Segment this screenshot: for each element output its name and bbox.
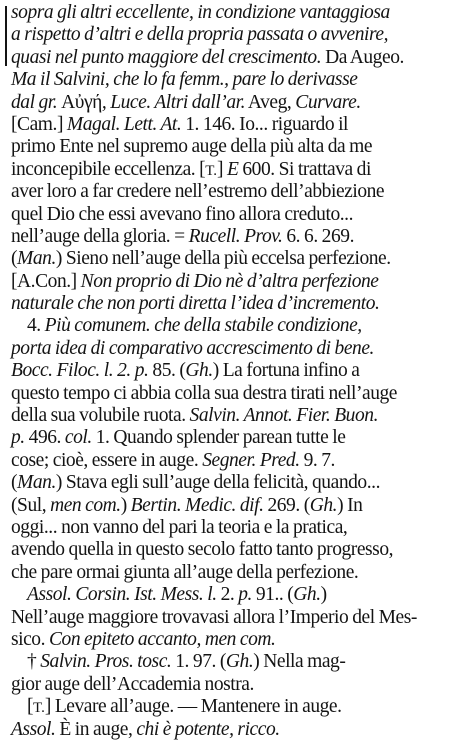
text-segment: 1. Quando splender parean tutte le <box>91 427 346 449</box>
text-line <box>11 539 471 561</box>
text-segment: 2. <box>216 584 239 606</box>
text-segment: 1. 97. ( <box>171 651 226 673</box>
italic-text-segment: Curvare. <box>295 91 361 113</box>
text-line <box>11 24 471 46</box>
italic-text-segment: Bertin. Medic. dif. <box>130 494 264 516</box>
italic-text-segment: Segner. Pred. <box>202 449 300 471</box>
text-line <box>11 562 471 584</box>
italic-text-segment: Rucell. Prov. <box>188 225 283 247</box>
italic-text-segment: a rispetto d’altri e della propria passata o avvenire, <box>11 24 389 46</box>
italic-text-segment: p. <box>11 427 25 449</box>
text-segment: 91.. ( <box>251 584 294 606</box>
text-segment: (Sul, <box>11 494 51 516</box>
text-line <box>11 517 471 539</box>
text-segment: 269. ( <box>263 494 310 516</box>
text-line <box>11 226 471 248</box>
text-segment: [A.Con.] <box>11 270 81 292</box>
text-line <box>11 360 471 382</box>
text-line <box>11 204 471 226</box>
text-line <box>11 338 471 360</box>
text-segment: Αὐγή <box>61 91 102 113</box>
text-segment: 600. Si trattava di <box>238 158 371 180</box>
text-line <box>11 472 471 494</box>
italic-text-segment: Non proprio di Dio nè d’altra perfezione <box>80 270 379 292</box>
text-segment: ) <box>120 494 131 516</box>
italic-text-segment: Gh. <box>309 494 338 516</box>
text-line <box>11 651 471 673</box>
text-line <box>11 495 471 517</box>
text-line <box>11 607 471 629</box>
italic-text-segment: Magal. Lett. At. <box>66 113 182 135</box>
text-segment: ( <box>11 248 18 270</box>
italic-text-segment: porta idea di comparativo accrescimento di bene. <box>11 337 374 359</box>
text-segment: 496. <box>24 427 65 449</box>
text-segment: Da Augeo. <box>321 46 404 68</box>
italic-text-segment: quasi nel punto maggiore del crescimento. <box>11 46 322 68</box>
italic-text-segment: Con epiteto accanto, men com. <box>48 628 276 650</box>
text-segment: [Cam.] <box>11 113 67 135</box>
text-segment: È in auge, <box>55 718 137 740</box>
text-segment: ] Levare all’auge. — Mantenere in auge. <box>44 696 342 718</box>
text-segment: quel Dio che essi avevano fino allora creduto... <box>11 203 354 225</box>
text-line <box>11 136 471 158</box>
text-line <box>11 2 471 24</box>
italic-text-segment: Bocc. Filoc. l. 2. p. <box>11 360 149 382</box>
text-segment: ( <box>11 472 18 494</box>
text-line <box>11 47 471 69</box>
text-segment: ) Stava egli sull’auge della felicità, quando... <box>55 472 380 494</box>
text-segment: Aveg, <box>245 91 296 113</box>
margin-rule <box>5 6 7 66</box>
italic-text-segment: Ma il Salvini, che lo fa femm., pare lo derivasse <box>11 69 358 91</box>
italic-text-segment: naturale che non porti diretta l’idea d’incremento. <box>11 293 380 315</box>
text-line <box>11 248 471 270</box>
text-segment: 1. 146. Io... riguardo il <box>181 113 349 135</box>
italic-text-segment: dal gr. <box>11 91 62 113</box>
text-line <box>11 114 471 136</box>
text-line <box>11 427 471 449</box>
text-segment: 6. 6. 269. <box>282 225 354 247</box>
text-line <box>11 719 471 741</box>
text-segment: ) Nella mag- <box>253 651 346 673</box>
italic-text-segment: Man. <box>17 248 56 270</box>
text-segment: aver loro a far credere nell’estremo dell’abbiezione <box>11 181 385 203</box>
text-segment: oggi... non vanno del pari la teoria e la pratica, <box>11 516 348 538</box>
text-segment: nell’auge della gloria. = <box>11 225 189 247</box>
italic-text-segment: Gh. <box>185 360 213 382</box>
text-segment: della sua volubile ruota. <box>11 405 190 427</box>
text-line <box>11 450 471 472</box>
text-segment: che pare ormai giunta all’auge della perfezione. <box>11 561 359 583</box>
text-segment: gior auge dell’Accademia nostra. <box>11 673 254 695</box>
text-segment: cose; cioè, essere in auge. <box>11 449 203 471</box>
italic-text-segment: p. <box>238 584 252 606</box>
text-segment: T. <box>33 700 45 717</box>
italic-text-segment: , Luce. Altri dall’ar. <box>101 91 246 113</box>
text-segment: ) <box>320 584 327 606</box>
italic-text-segment: sopra gli altri eccellente, in condizione vantaggiosa <box>11 2 390 23</box>
text-line <box>11 69 471 91</box>
italic-text-segment: chi è potente, ricco. <box>136 718 280 740</box>
text-segment: 9. 7. <box>299 449 335 471</box>
italic-text-segment: Man. <box>17 472 56 494</box>
text-segment: avendo quella in questo secolo fatto tanto progresso, <box>11 539 394 561</box>
text-segment: questo tempo ci abbia colla sua destra tirati nell’auge <box>11 382 398 404</box>
text-segment: ) La fortuna infino a <box>212 360 360 382</box>
text-line <box>11 159 471 181</box>
text-segment: [ <box>27 696 34 718</box>
italic-text-segment: Più comunem. che della stabile condizione, <box>44 315 362 337</box>
italic-text-segment: men com. <box>50 494 121 516</box>
italic-text-segment: Gh. <box>293 584 321 606</box>
text-segment: ] <box>217 158 227 180</box>
text-line <box>11 383 471 405</box>
text-line <box>11 696 471 718</box>
text-segment: sico. <box>11 628 49 650</box>
italic-text-segment: Assol. <box>11 718 56 740</box>
italic-text-segment: col. <box>64 427 92 449</box>
text-line <box>11 92 471 114</box>
text-line <box>11 674 471 696</box>
text-segment: inconcepibile eccellenza. [ <box>11 158 206 180</box>
text-line <box>11 405 471 427</box>
text-segment: ) Sieno nell’auge della più eccelsa perfezione. <box>55 248 391 270</box>
entry-text-column <box>11 2 471 741</box>
text-segment: primo Ente nel supremo auge della più alta da me <box>11 136 373 158</box>
text-segment: † <box>27 651 41 673</box>
text-line <box>11 271 471 293</box>
italic-text-segment: Salvin. Pros. tosc. <box>40 651 172 673</box>
text-line <box>11 293 471 315</box>
text-segment: 85. ( <box>148 360 186 382</box>
text-segment: Nell’auge maggiore trovavasi allora l’Imperio del Mes- <box>11 606 417 628</box>
italic-text-segment: Assol. Corsin. Ist. Mess. l. <box>27 584 217 606</box>
text-line <box>11 629 471 651</box>
italic-text-segment: Gh. <box>225 651 254 673</box>
text-line <box>11 584 471 606</box>
text-line <box>11 315 471 337</box>
text-segment: 4. <box>27 315 45 337</box>
text-line <box>11 181 471 203</box>
italic-text-segment: Salvin. Annot. Fier. Buon. <box>189 405 379 427</box>
text-segment: ) In <box>337 494 363 516</box>
italic-text-segment: E <box>226 158 239 180</box>
text-segment: T. <box>205 162 217 179</box>
